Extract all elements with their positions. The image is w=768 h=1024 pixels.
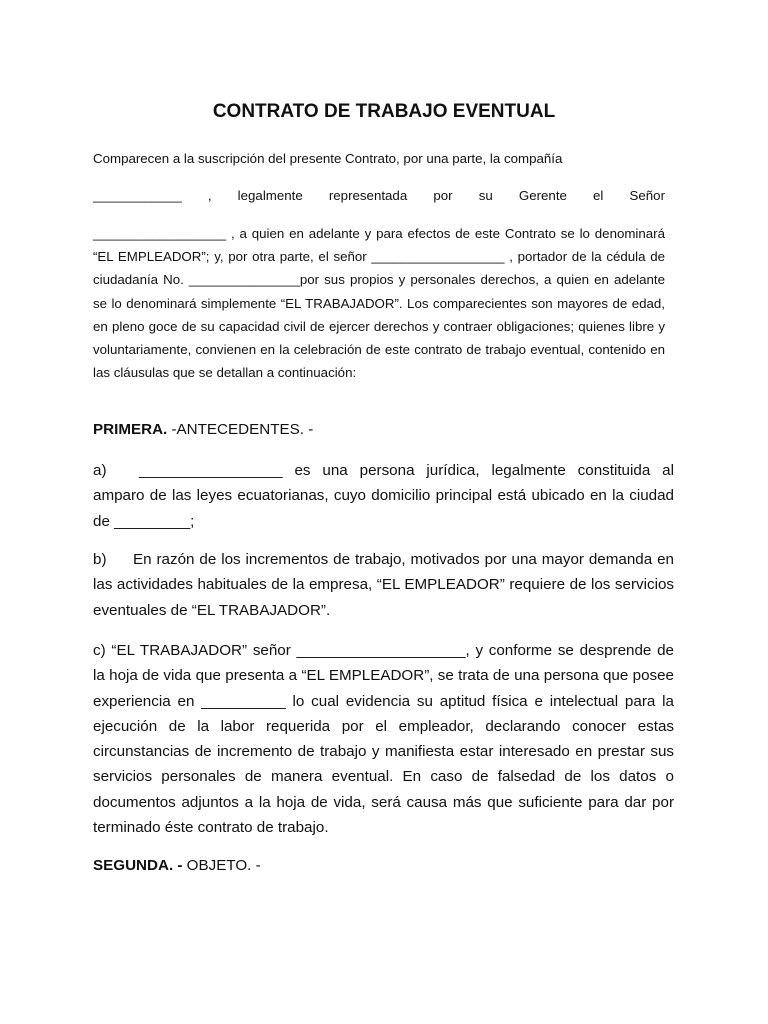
item-a-marker: a) — [93, 462, 107, 479]
item-b-paragraph — [93, 547, 674, 623]
item-a-text: _________________ es una persona jurídica, legalmente constituida al amparo de las leyes ecuatorianas, cuyo domicilio principal está ubicado en la ciudad de _________; — [93, 462, 674, 530]
clause-segunda-heading — [93, 856, 261, 876]
document-title: CONTRATO DE TRABAJO EVENTUAL — [212, 101, 556, 122]
item-b-marker: b) — [93, 551, 107, 568]
item-b-text: En razón de los incrementos de trabajo, motivados por una mayor demanda en las actividades habituales de la empresa, “EL EMPLEADOR” requiere de los servicios eventuales de “EL TRABAJADOR”. — [93, 551, 674, 619]
clause-primera-label: PRIMERA. — [93, 421, 168, 438]
item-a-paragraph — [93, 458, 674, 534]
intro-line-1: Comparecen a la suscripción del presente Contrato, por una parte, la compañía — [93, 151, 563, 166]
clause-primera-title: -ANTECEDENTES. - — [167, 421, 314, 438]
item-c-paragraph: c) “EL TRABAJADOR” señor ____________________, y conforme se desprende de la hoja de vida que presenta a “EL EMPLEADOR”, se trata de una persona que posee experiencia en __________ lo cual evidencia su aptitud física e intelectual para la ejecución de la labor requerida por el empleador, declarando conocer estas circunstancias de incremento de trabajo y manifiesta estar interesado en prestar sus servicios personales de manera eventual. En caso de falsedad de los datos o documentos adjuntos a la hoja de vida, será causa más que suficiente para dar por terminado éste contrato de trabajo. — [93, 642, 674, 837]
intro-paragraph: __________________ , a quien en adelante y para efectos de este Contrato se lo denominará “EL EMPLEADOR”; y, por otra parte, el señor __________________ , portador de la cédula de ciudadanía No. _______________por sus propios y personales derechos, a quien en adelante se lo denominará simplemente “EL TRABAJADOR”. Los comparecientes son mayores de edad, en pleno goce de su capacidad civil de ejercer derechos y contraer obligaciones; quienes libre y voluntariamente, convienen en la celebración de este contrato de trabajo eventual, contenido en las cláusulas que se detallan a continuación: — [93, 226, 665, 381]
intro-line-2: ____________ , legalmente representada por su Gerente el Señor — [93, 188, 665, 203]
clause-primera-heading — [93, 420, 313, 440]
clause-segunda-label: SEGUNDA. - — [93, 857, 183, 874]
clause-segunda-title: OBJETO. - — [182, 857, 261, 874]
